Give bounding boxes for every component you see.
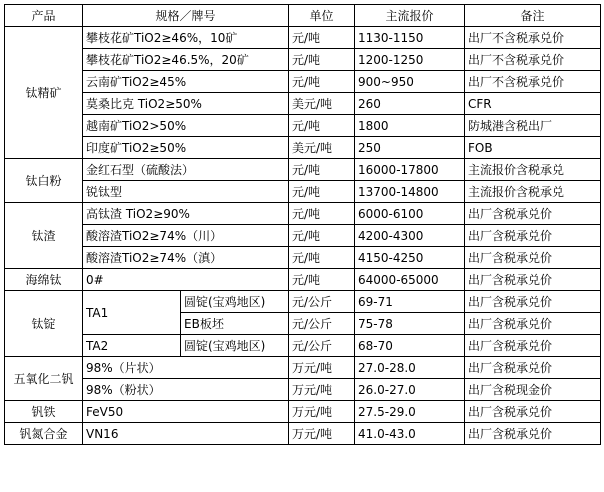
note-cell: 出厂不含税承兑价 [465, 49, 601, 71]
product-category-cell: 海绵钛 [5, 269, 83, 291]
unit-cell: 美元/吨 [289, 93, 355, 115]
unit-cell: 元/吨 [289, 71, 355, 93]
column-header-spec: 规格／牌号 [83, 5, 289, 27]
price-cell: 68-70 [355, 335, 465, 357]
price-cell: 6000-6100 [355, 203, 465, 225]
note-cell: 出厂含税承兑价 [465, 269, 601, 291]
note-cell: FOB [465, 137, 601, 159]
unit-cell: 万元/吨 [289, 401, 355, 423]
spec-cell: 0# [83, 269, 289, 291]
note-cell: 出厂含税承兑价 [465, 313, 601, 335]
price-cell: 16000-17800 [355, 159, 465, 181]
note-cell: 出厂含税承兑价 [465, 401, 601, 423]
price-cell: 75-78 [355, 313, 465, 335]
unit-cell: 元/吨 [289, 203, 355, 225]
note-cell: 出厂含税承兑价 [465, 203, 601, 225]
table-row [5, 225, 601, 247]
table-row [5, 49, 601, 71]
spec-cell: FeV50 [83, 401, 289, 423]
spec-cell: 98%（片状） [83, 357, 289, 379]
price-cell: 260 [355, 93, 465, 115]
unit-cell: 元/吨 [289, 49, 355, 71]
table-row [5, 27, 601, 49]
note-cell: 出厂含税现金价 [465, 379, 601, 401]
price-cell: 13700-14800 [355, 181, 465, 203]
product-category-cell: 钛白粉 [5, 159, 83, 203]
spec-cell: 高钛渣 TiO2≥90% [83, 203, 289, 225]
product-category-cell: 钒铁 [5, 401, 83, 423]
price-cell: 250 [355, 137, 465, 159]
table-body [5, 27, 601, 445]
grade-cell: TA1 [83, 291, 181, 335]
table-row [5, 137, 601, 159]
table-header-row [5, 5, 601, 27]
table-row [5, 181, 601, 203]
spec-cell: VN16 [83, 423, 289, 445]
note-cell: 主流报价含税承兑 [465, 181, 601, 203]
unit-cell: 元/吨 [289, 27, 355, 49]
unit-cell: 元/吨 [289, 159, 355, 181]
price-cell: 4150-4250 [355, 247, 465, 269]
spec-cell: 酸溶渣TiO2≥74%（滇） [83, 247, 289, 269]
table-row [5, 71, 601, 93]
unit-cell: 元/吨 [289, 181, 355, 203]
price-cell: 69-71 [355, 291, 465, 313]
product-category-cell: 钒氮合金 [5, 423, 83, 445]
product-category-cell: 钛精矿 [5, 27, 83, 159]
spec-cell: 酸溶渣TiO2≥74%（川） [83, 225, 289, 247]
unit-cell: 万元/吨 [289, 357, 355, 379]
price-cell: 64000-65000 [355, 269, 465, 291]
spec-cell: 圆锭(宝鸡地区) [181, 291, 289, 313]
note-cell: 主流报价含税承兑 [465, 159, 601, 181]
price-cell: 1800 [355, 115, 465, 137]
note-cell: CFR [465, 93, 601, 115]
table-row [5, 159, 601, 181]
table-row [5, 247, 601, 269]
note-cell: 出厂不含税承兑价 [465, 27, 601, 49]
product-category-cell: 钛渣 [5, 203, 83, 269]
price-cell: 1130-1150 [355, 27, 465, 49]
table-row [5, 93, 601, 115]
unit-cell: 万元/吨 [289, 423, 355, 445]
table-row [5, 269, 601, 291]
table-row [5, 379, 601, 401]
table-row [5, 115, 601, 137]
price-cell: 41.0-43.0 [355, 423, 465, 445]
unit-cell: 元/吨 [289, 115, 355, 137]
column-header-note: 备注 [465, 5, 601, 27]
unit-cell: 元/吨 [289, 225, 355, 247]
column-header-price: 主流报价 [355, 5, 465, 27]
spec-cell: 锐钛型 [83, 181, 289, 203]
note-cell: 出厂含税承兑价 [465, 335, 601, 357]
unit-cell: 元/吨 [289, 269, 355, 291]
unit-cell: 元/吨 [289, 247, 355, 269]
column-header-product: 产品 [5, 5, 83, 27]
spec-cell: 攀枝花矿TiO2≥46%，10矿 [83, 27, 289, 49]
column-header-unit: 单位 [289, 5, 355, 27]
note-cell: 出厂不含税承兑价 [465, 71, 601, 93]
spec-cell: 云南矿TiO2≥45% [83, 71, 289, 93]
spec-cell: 圆锭(宝鸡地区) [181, 335, 289, 357]
note-cell: 防城港含税出厂 [465, 115, 601, 137]
note-cell: 出厂含税承兑价 [465, 225, 601, 247]
spec-cell: 莫桑比克 TiO2≥50% [83, 93, 289, 115]
table-row [5, 401, 601, 423]
spec-cell: EB板坯 [181, 313, 289, 335]
note-cell: 出厂含税承兑价 [465, 247, 601, 269]
price-table [4, 4, 601, 445]
price-cell: 900~950 [355, 71, 465, 93]
table-row [5, 291, 601, 313]
price-cell: 1200-1250 [355, 49, 465, 71]
spec-cell: 越南矿TiO2>50% [83, 115, 289, 137]
note-cell: 出厂含税承兑价 [465, 291, 601, 313]
price-cell: 27.5-29.0 [355, 401, 465, 423]
unit-cell: 元/公斤 [289, 291, 355, 313]
unit-cell: 元/公斤 [289, 313, 355, 335]
table-row [5, 335, 601, 357]
price-cell: 27.0-28.0 [355, 357, 465, 379]
unit-cell: 元/公斤 [289, 335, 355, 357]
spec-cell: 98%（粉状） [83, 379, 289, 401]
table-row [5, 357, 601, 379]
table-row [5, 423, 601, 445]
spec-cell: 攀枝花矿TiO2≥46.5%，20矿 [83, 49, 289, 71]
grade-cell: TA2 [83, 335, 181, 357]
spec-cell: 印度矿TiO2≥50% [83, 137, 289, 159]
unit-cell: 美元/吨 [289, 137, 355, 159]
note-cell: 出厂含税承兑价 [465, 357, 601, 379]
product-category-cell: 五氧化二钒 [5, 357, 83, 401]
unit-cell: 万元/吨 [289, 379, 355, 401]
price-cell: 4200-4300 [355, 225, 465, 247]
price-cell: 26.0-27.0 [355, 379, 465, 401]
table-row [5, 203, 601, 225]
table-header [5, 5, 601, 27]
product-category-cell: 钛锭 [5, 291, 83, 357]
spec-cell: 金红石型（硫酸法） [83, 159, 289, 181]
note-cell: 出厂含税承兑价 [465, 423, 601, 445]
